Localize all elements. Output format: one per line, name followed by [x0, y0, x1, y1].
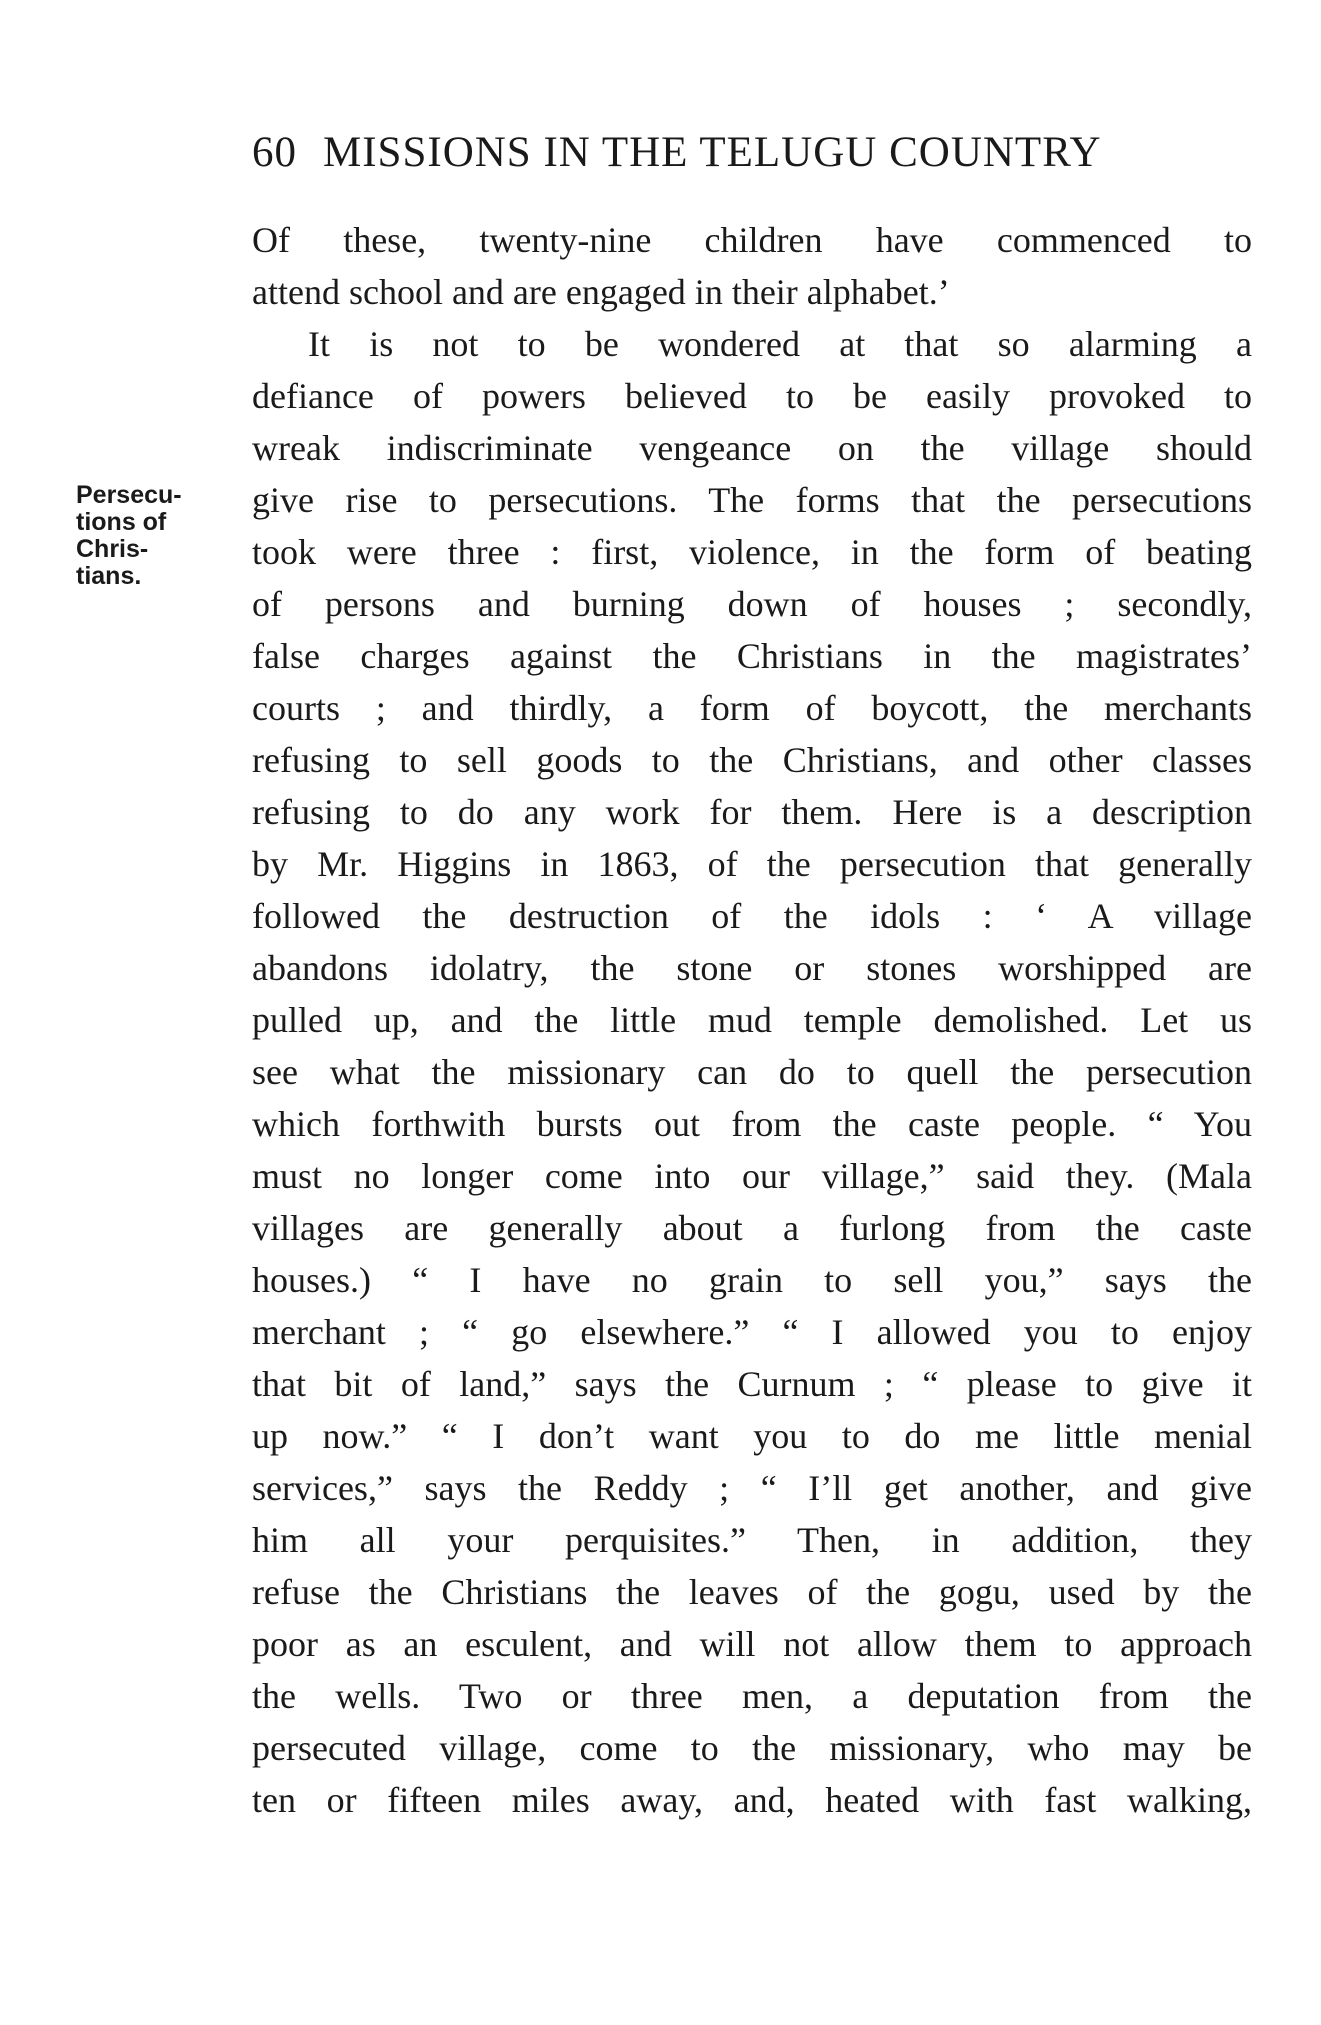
text-line: the wells. Two or three men, a deputation from the [252, 1676, 1252, 1716]
text-line: wreak indiscriminate vengeance on the village should [252, 428, 1252, 468]
text-line: abandons idolatry, the stone or stones worshipped are [252, 948, 1252, 988]
text-line: refusing to do any work for them. Here is a description [252, 792, 1252, 832]
text-line: took were three : first, violence, in the form of beating [252, 532, 1252, 572]
text-line: give rise to persecutions. The forms that the persecutions [252, 480, 1252, 520]
margin-note-line: Persecu- [76, 481, 182, 509]
text-line: see what the missionary can do to quell the persecution [252, 1052, 1252, 1092]
text-line: must no longer come into our village,” said they. (Mala [252, 1156, 1252, 1196]
text-line: services,” says the Reddy ; “ I’ll get another, and give [252, 1468, 1252, 1508]
text-line: courts ; and thirdly, a form of boycott, the merchants [252, 688, 1252, 728]
text-line: by Mr. Higgins in 1863, of the persecution that generally [252, 844, 1252, 884]
text-line: pulled up, and the little mud temple demolished. Let us [252, 1000, 1252, 1040]
text-line: of persons and burning down of houses ; secondly, [252, 584, 1252, 624]
text-line: persecuted village, come to the missionary, who may be [252, 1728, 1252, 1768]
text-line: refuse the Christians the leaves of the gogu, used by the [252, 1572, 1252, 1612]
page-number: 60 [252, 129, 297, 176]
text-line: ten or fifteen miles away, and, heated with fast walking, [252, 1780, 1252, 1820]
body-text [252, 214, 1252, 1826]
text-line: which forthwith bursts out from the caste people. “ You [252, 1104, 1252, 1144]
text-line: refusing to sell goods to the Christians, and other classes [252, 740, 1252, 780]
margin-note-line: Chris- [76, 535, 149, 563]
running-head [252, 128, 1252, 188]
margin-note [76, 482, 216, 590]
text-line: false charges against the Christians in the magistrates’ [252, 636, 1252, 676]
text-line: followed the destruction of the idols : ‘ A village [252, 896, 1252, 936]
text-line: attend school and are engaged in their alphabet.’ [252, 272, 950, 312]
text-line: that bit of land,” says the Curnum ; “ please to give it [252, 1364, 1252, 1404]
text-line: defiance of powers believed to be easily provoked to [252, 376, 1252, 416]
running-title: MISSIONS IN THE TELUGU COUNTRY [323, 129, 1102, 176]
margin-note-line: tions of [76, 508, 167, 536]
text-line: him all your perquisites.” Then, in addition, they [252, 1520, 1252, 1560]
text-line: poor as an esculent, and will not allow them to approach [252, 1624, 1252, 1664]
text-line: Of these, twenty-nine children have commenced to [252, 220, 1252, 260]
margin-note-line: tians. [76, 562, 142, 590]
text-line: It is not to be wondered at that so alarming a [308, 324, 1252, 364]
text-line: up now.” “ I don’t want you to do me little menial [252, 1416, 1252, 1456]
text-line: merchant ; “ go elsewhere.” “ I allowed you to enjoy [252, 1312, 1252, 1352]
text-line: houses.) “ I have no grain to sell you,” says the [252, 1260, 1252, 1300]
text-line: villages are generally about a furlong from the caste [252, 1208, 1252, 1248]
